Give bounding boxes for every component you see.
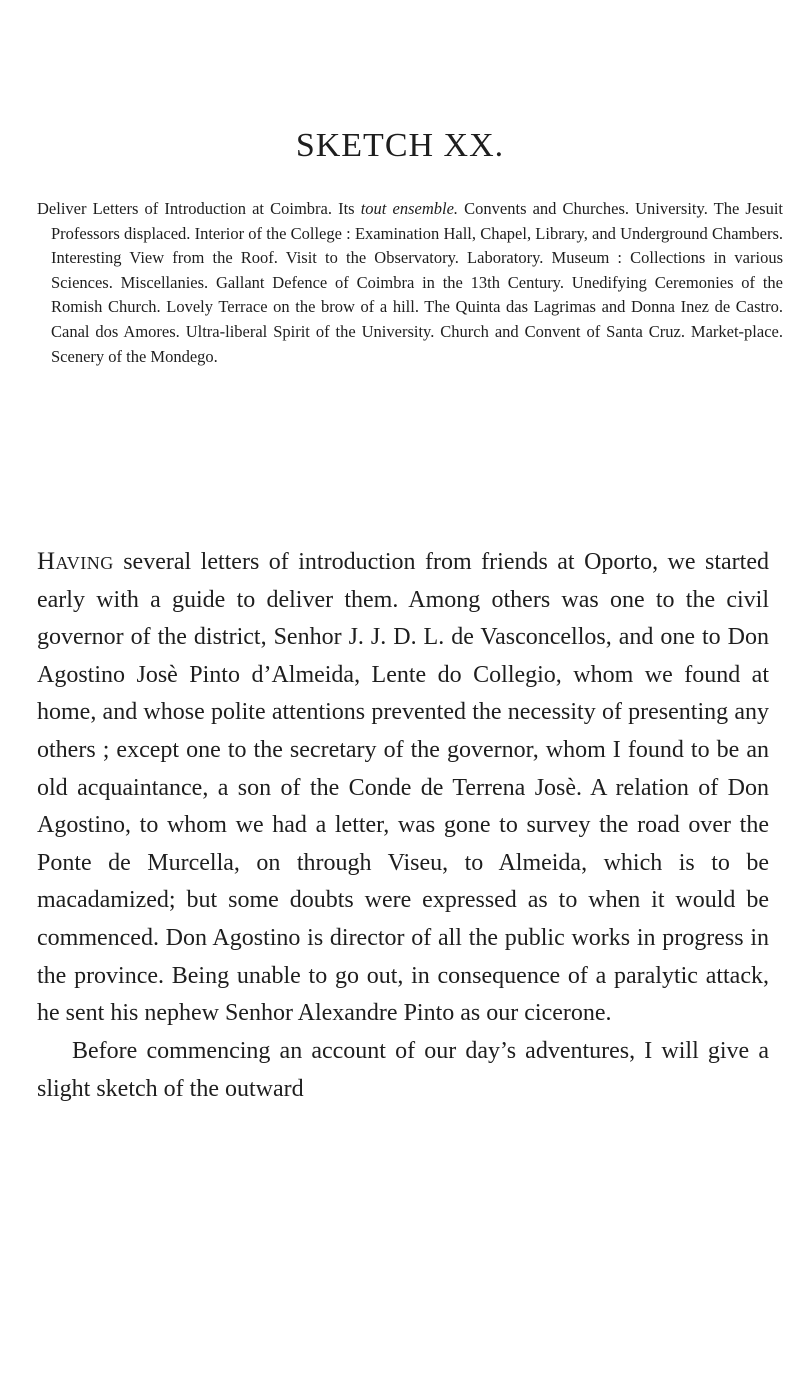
- paragraph-lead-word: Having: [37, 548, 114, 575]
- body-paragraph-1: [37, 543, 769, 1033]
- chapter-summary: [37, 197, 783, 369]
- paragraph-1-text: several letters of introduction from friends at Oporto, we started early with a guide to deliver them. Among others was one to the civil governor of the district, Senhor J. J. D. L. de Vasconcellos, and one to Don Agostino Josè Pinto d’Almeida, Lente do Collegio, whom we found at home, and whose polite attentions prevented the necessity of presenting any others ; except one to the secretary of the governor, whom I found to be an old acquaintance, a son of the Conde de Terrena Josè. A relation of Don Agostino, to whom we had a letter, was gone to survey the road over the Ponte de Murcella, on through Viseu, to Almeida, which is to be macadamized; but some doubts were expressed as to when it would be commenced. Don Agostino is director of all the public works in progress in the province. Being unable to go out, in consequence of a paralytic attack, he sent his nephew Senhor Alexandre Pinto as our cicerone.: [37, 549, 769, 1027]
- summary-text-rest: Convents and Churches. University. The Jesuit Professors displaced. Interior of the College : Examination Hall, Chapel, Library, and Underground Chambers. Interesting View from the Roof. Visit to the Observatory. Laboratory. Museum : Collections in various Sciences. Miscellanies. Gallant Defence of Coimbra in the 13th Century. Unedifying Ceremonies of the Romish Church. Lovely Terrace on the brow of a hill. The Quinta das Lagrimas and Donna Inez de Castro. Canal dos Amores. Ultra-liberal Spirit of the University. Church and Convent of Santa Cruz. Market-place. Scenery of the Mondego.: [51, 199, 783, 366]
- sketch-heading: SKETCH XX.: [295, 127, 505, 164]
- summary-text-start: Deliver Letters of Introduction at Coimbra. Its: [37, 199, 361, 218]
- body-paragraph-2: Before commencing an account of our day’s adventures, I will give a slight sketch of the outward: [37, 1038, 769, 1102]
- summary-italic-phrase: tout ensemble.: [360, 199, 459, 218]
